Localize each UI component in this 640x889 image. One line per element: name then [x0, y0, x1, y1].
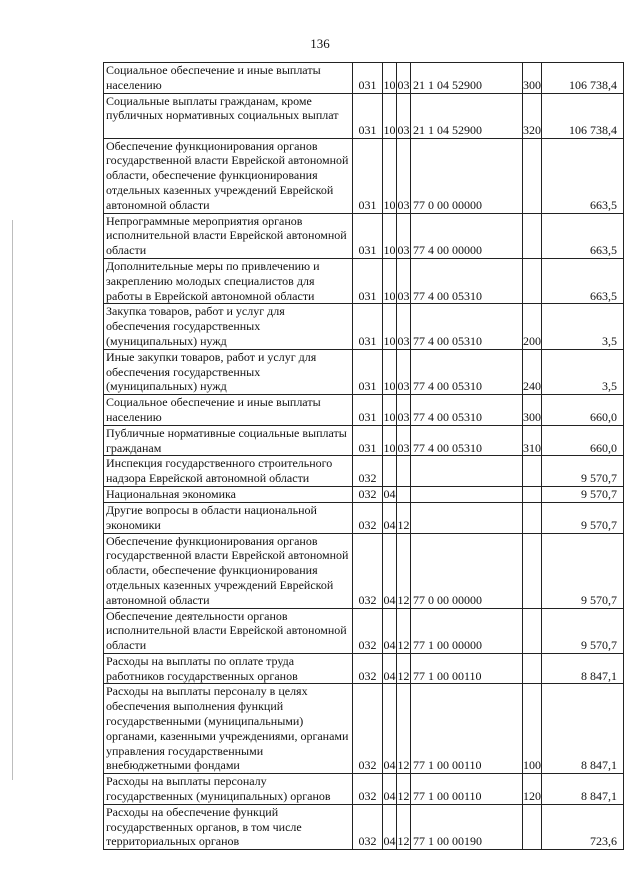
- amount-cell: 9 570,7: [542, 486, 624, 502]
- row-name-cell: Обеспечение функционирования органов государственной власти Еврейской автономной области, обеспечение функционирования отдельных казенных учреждений Еврейской автономной области: [104, 533, 353, 608]
- target-article-cell: 77 4 00 05310: [411, 395, 523, 426]
- subsection-code-cell: 03: [397, 425, 411, 456]
- subsection-code-cell: 12: [397, 653, 411, 684]
- table-row: [104, 533, 624, 608]
- row-name-cell: Расходы на выплаты по оплате труда работников государственных органов: [104, 653, 353, 684]
- amount-cell: 106 738,4: [542, 93, 624, 138]
- admin-code-cell: 032: [353, 533, 383, 608]
- target-article-cell: 77 1 00 00110: [411, 653, 523, 684]
- section-code-cell: 10: [383, 304, 397, 349]
- table-row: [104, 502, 624, 533]
- section-code-cell: 10: [383, 395, 397, 426]
- section-code-cell: 04: [383, 502, 397, 533]
- row-name-cell: Расходы на выплаты персоналу государственных (муниципальных) органов: [104, 774, 353, 805]
- target-article-cell: 77 1 00 00190: [411, 804, 523, 849]
- target-article-cell: 77 4 00 00000: [411, 213, 523, 258]
- row-name-cell: Дополнительные меры по привлечению и закреплению молодых специалистов для работы в Еврейской автономной области: [104, 258, 353, 303]
- subsection-code-cell: 12: [397, 608, 411, 653]
- row-name-cell: Социальное обеспечение и иные выплаты населению: [104, 63, 353, 94]
- subsection-code-cell: 03: [397, 213, 411, 258]
- section-code-cell: 04: [383, 608, 397, 653]
- expense-type-cell: [523, 653, 542, 684]
- expense-type-cell: [523, 456, 542, 487]
- row-name-cell: Расходы на выплаты персоналу в целях обеспечения выполнения функций государственными (муниципальными) органами, казенными учреждениями, органами управления государственными внебюджетными фондами: [104, 684, 353, 774]
- row-name-cell: Публичные нормативные социальные выплаты гражданам: [104, 425, 353, 456]
- subsection-code-cell: [397, 456, 411, 487]
- target-article-cell: 77 4 00 05310: [411, 425, 523, 456]
- admin-code-cell: 031: [353, 425, 383, 456]
- amount-cell: 9 570,7: [542, 502, 624, 533]
- table-row: [104, 304, 624, 349]
- expense-type-cell: [523, 804, 542, 849]
- target-article-cell: 77 1 00 00110: [411, 774, 523, 805]
- expense-type-cell: 320: [523, 93, 542, 138]
- target-article-cell: 77 0 00 00000: [411, 533, 523, 608]
- expense-type-cell: 120: [523, 774, 542, 805]
- amount-cell: 8 847,1: [542, 684, 624, 774]
- expense-type-cell: [523, 138, 542, 213]
- row-name-cell: Социальное обеспечение и иные выплаты населению: [104, 395, 353, 426]
- section-code-cell: 10: [383, 258, 397, 303]
- amount-cell: 9 570,7: [542, 533, 624, 608]
- admin-code-cell: 032: [353, 653, 383, 684]
- expense-type-cell: [523, 258, 542, 303]
- row-name-cell: Другие вопросы в области национальной экономики: [104, 502, 353, 533]
- row-name-cell: Расходы на обеспечение функций государственных органов, в том числе территориальных органов: [104, 804, 353, 849]
- amount-cell: 663,5: [542, 258, 624, 303]
- amount-cell: 9 570,7: [542, 456, 624, 487]
- target-article-cell: 77 1 00 00110: [411, 684, 523, 774]
- amount-cell: 660,0: [542, 395, 624, 426]
- amount-cell: 8 847,1: [542, 653, 624, 684]
- amount-cell: 3,5: [542, 349, 624, 394]
- expense-type-cell: 300: [523, 63, 542, 94]
- row-name-cell: Иные закупки товаров, работ и услуг для обеспечения государственных (муниципальных) нужд: [104, 349, 353, 394]
- expense-type-cell: 240: [523, 349, 542, 394]
- subsection-code-cell: 12: [397, 533, 411, 608]
- expense-type-cell: 200: [523, 304, 542, 349]
- amount-cell: 663,5: [542, 213, 624, 258]
- target-article-cell: 21 1 04 52900: [411, 93, 523, 138]
- row-name-cell: Непрограммные мероприятия органов исполнительной власти Еврейской автономной области: [104, 213, 353, 258]
- admin-code-cell: 032: [353, 804, 383, 849]
- expense-type-cell: [523, 502, 542, 533]
- row-name-cell: Обеспечение функционирования органов государственной власти Еврейской автономной области, обеспечение функционирования отдельных казенных учреждений Еврейской автономной области: [104, 138, 353, 213]
- section-code-cell: 04: [383, 684, 397, 774]
- expense-type-cell: [523, 533, 542, 608]
- amount-cell: 663,5: [542, 138, 624, 213]
- subsection-code-cell: 03: [397, 138, 411, 213]
- section-code-cell: 10: [383, 213, 397, 258]
- admin-code-cell: 031: [353, 138, 383, 213]
- admin-code-cell: 031: [353, 395, 383, 426]
- target-article-cell: 77 1 00 00000: [411, 608, 523, 653]
- admin-code-cell: 032: [353, 774, 383, 805]
- target-article-cell: 77 0 00 00000: [411, 138, 523, 213]
- amount-cell: 723,6: [542, 804, 624, 849]
- row-name-cell: Закупка товаров, работ и услуг для обеспечения государственных (муниципальных) нужд: [104, 304, 353, 349]
- expense-type-cell: [523, 213, 542, 258]
- expense-type-cell: 310: [523, 425, 542, 456]
- amount-cell: 8 847,1: [542, 774, 624, 805]
- admin-code-cell: 031: [353, 304, 383, 349]
- table-row: [104, 774, 624, 805]
- table-row: [104, 258, 624, 303]
- table-row: [104, 684, 624, 774]
- subsection-code-cell: 12: [397, 774, 411, 805]
- admin-code-cell: 031: [353, 349, 383, 394]
- expense-type-cell: [523, 608, 542, 653]
- table-row: [104, 395, 624, 426]
- amount-cell: 106 738,4: [542, 63, 624, 94]
- table-row: [104, 804, 624, 849]
- table-row: [104, 138, 624, 213]
- admin-code-cell: 032: [353, 608, 383, 653]
- admin-code-cell: 031: [353, 258, 383, 303]
- target-article-cell: 77 4 00 05310: [411, 258, 523, 303]
- amount-cell: 9 570,7: [542, 608, 624, 653]
- target-article-cell: [411, 456, 523, 487]
- budget-table: [103, 62, 624, 850]
- admin-code-cell: 031: [353, 213, 383, 258]
- admin-code-cell: 031: [353, 63, 383, 94]
- admin-code-cell: 032: [353, 502, 383, 533]
- table-body: [104, 63, 624, 850]
- table-row: [104, 213, 624, 258]
- subsection-code-cell: 03: [397, 258, 411, 303]
- expense-type-cell: 300: [523, 395, 542, 426]
- subsection-code-cell: 03: [397, 93, 411, 138]
- table-row: [104, 63, 624, 94]
- target-article-cell: 77 4 00 05310: [411, 349, 523, 394]
- section-code-cell: 04: [383, 653, 397, 684]
- row-name-cell: Инспекция государственного строительного надзора Еврейской автономной области: [104, 456, 353, 487]
- subsection-code-cell: 03: [397, 63, 411, 94]
- row-name-cell: Социальные выплаты гражданам, кроме публичных нормативных социальных выплат: [104, 93, 353, 138]
- target-article-cell: [411, 502, 523, 533]
- expense-type-cell: 100: [523, 684, 542, 774]
- section-code-cell: 10: [383, 63, 397, 94]
- table-row: [104, 608, 624, 653]
- target-article-cell: 21 1 04 52900: [411, 63, 523, 94]
- subsection-code-cell: 03: [397, 304, 411, 349]
- section-code-cell: 04: [383, 533, 397, 608]
- row-name-cell: Национальная экономика: [104, 486, 353, 502]
- page-number: 136: [310, 36, 330, 51]
- target-article-cell: [411, 486, 523, 502]
- subsection-code-cell: 12: [397, 502, 411, 533]
- table-row: [104, 486, 624, 502]
- admin-code-cell: 032: [353, 456, 383, 487]
- table-row: [104, 349, 624, 394]
- subsection-code-cell: 12: [397, 804, 411, 849]
- amount-cell: 660,0: [542, 425, 624, 456]
- section-code-cell: 10: [383, 93, 397, 138]
- target-article-cell: 77 4 00 05310: [411, 304, 523, 349]
- amount-cell: 3,5: [542, 304, 624, 349]
- table-row: [104, 425, 624, 456]
- admin-code-cell: 031: [353, 93, 383, 138]
- expense-type-cell: [523, 486, 542, 502]
- section-code-cell: 10: [383, 138, 397, 213]
- table-row: [104, 456, 624, 487]
- admin-code-cell: 032: [353, 684, 383, 774]
- table-row: [104, 653, 624, 684]
- section-code-cell: [383, 456, 397, 487]
- subsection-code-cell: 03: [397, 395, 411, 426]
- subsection-code-cell: [397, 486, 411, 502]
- section-code-cell: 04: [383, 774, 397, 805]
- row-name-cell: Обеспечение деятельности органов исполнительной власти Еврейской автономной области: [104, 608, 353, 653]
- admin-code-cell: 032: [353, 486, 383, 502]
- section-code-cell: 04: [383, 804, 397, 849]
- subsection-code-cell: 03: [397, 349, 411, 394]
- margin-line: [12, 220, 13, 780]
- table-row: [104, 93, 624, 138]
- subsection-code-cell: 12: [397, 684, 411, 774]
- section-code-cell: 10: [383, 349, 397, 394]
- section-code-cell: 10: [383, 425, 397, 456]
- section-code-cell: 04: [383, 487, 396, 502]
